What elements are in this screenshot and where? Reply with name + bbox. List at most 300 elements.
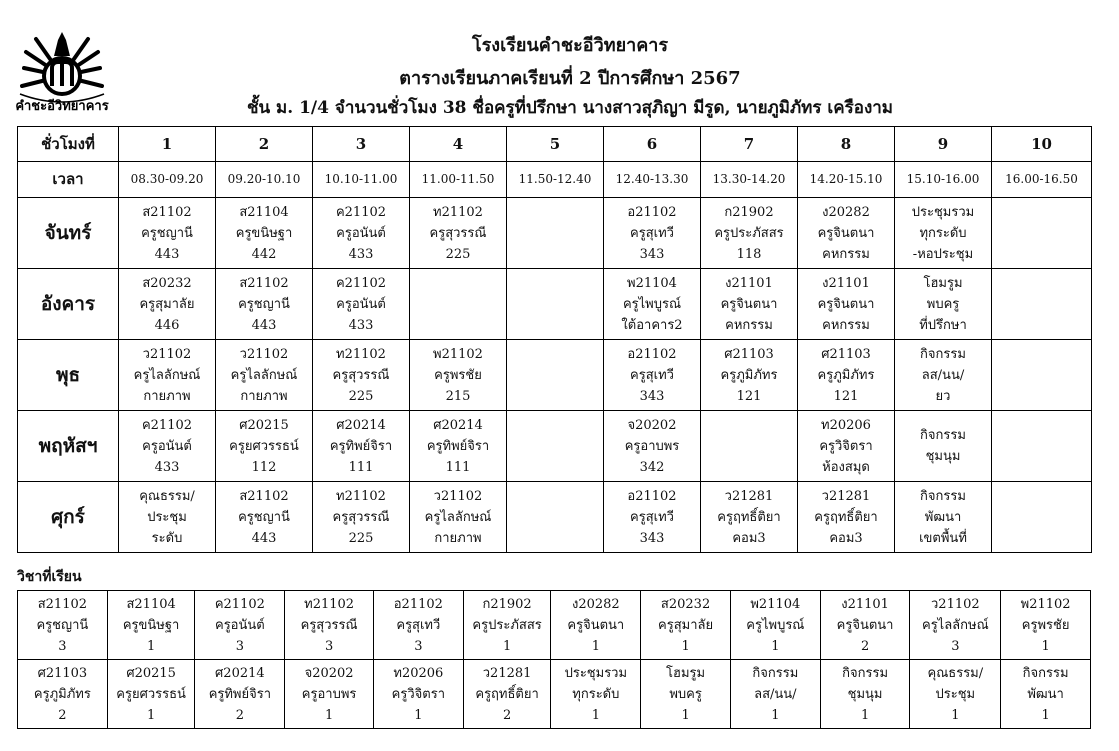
cell-line: คอม3 <box>732 530 766 546</box>
cell-line: 1 <box>324 707 334 723</box>
cell-line: 1 <box>951 707 960 723</box>
cell-line: ศ21103 <box>724 346 774 362</box>
day-row <box>18 269 1092 340</box>
schedule-cell <box>798 411 895 482</box>
cell-line: จ20202 <box>304 665 354 681</box>
cell-line: ส20232 <box>142 275 192 291</box>
cell-line: ประชุม <box>147 509 187 525</box>
school-name: โรงเรียนคำชะอีวิทยาคาร <box>471 35 669 56</box>
subjects-label: วิชาที่เรียน <box>17 569 82 585</box>
cell-line: 1 <box>591 707 600 723</box>
day-row <box>18 340 1092 411</box>
cell-line: 343 <box>639 388 665 404</box>
cell-line: ว21281 <box>821 488 871 504</box>
cell-line: ค21102 <box>141 417 193 433</box>
cell-line: ครูสุเทวี <box>396 617 441 633</box>
schedule-cell <box>604 198 701 269</box>
cell-line: ครูอาบพร <box>624 438 680 454</box>
cell-line: ง20282 <box>822 204 870 220</box>
time-label: เวลา <box>18 162 119 198</box>
schedule-cell <box>119 340 216 411</box>
schedule-cell <box>992 340 1092 411</box>
time-slot: 15.10-16.00 <box>895 162 992 198</box>
cell-line: ครูชญานี <box>238 296 290 312</box>
cell-line: อ21102 <box>627 346 677 362</box>
subjects-row <box>18 591 1091 660</box>
cell-line: ครูจินตนา <box>567 617 625 633</box>
cell-line: โฮมรูม <box>666 665 706 681</box>
cell-line: พ21102 <box>433 346 483 362</box>
cell-line: 1 <box>591 638 600 654</box>
cell-line: ศ20214 <box>215 665 265 681</box>
schedule-cell <box>992 482 1092 553</box>
day-name: พุธ <box>18 340 119 411</box>
cell-line: 1 <box>771 638 780 654</box>
cell-line: คหกรรม <box>822 246 870 262</box>
time-slot: 14.20-15.10 <box>798 162 895 198</box>
cell-line: ค21102 <box>214 596 265 612</box>
time-slot: 16.00-16.50 <box>992 162 1092 198</box>
cell-line: ท21102 <box>336 488 386 504</box>
subjects-table <box>17 590 1091 729</box>
cell-line: กิจกรรม <box>920 346 966 362</box>
cell-line: ครูไลลักษณ์ <box>230 367 298 383</box>
cell-line: ครูอนันต์ <box>336 225 386 241</box>
subject-cell <box>373 660 463 729</box>
time-slot: 08.30-09.20 <box>119 162 216 198</box>
cell-line: พ21104 <box>627 275 677 291</box>
cell-line: พ21102 <box>1020 596 1071 612</box>
cell-line: จ20202 <box>627 417 677 433</box>
day-row <box>18 198 1092 269</box>
cell-line: ลส/นน/ <box>754 686 797 702</box>
cell-line: 342 <box>639 459 665 475</box>
cell-line: คุณธรรม/ <box>139 488 195 504</box>
schedule-cell <box>410 411 507 482</box>
cell-line: ครูสุมาลัย <box>139 296 195 312</box>
schedule-cell <box>895 198 992 269</box>
cell-line: กายภาพ <box>143 388 191 404</box>
cell-line: 1 <box>502 638 512 654</box>
cell-line: 3 <box>58 638 67 654</box>
cell-line: ครูฤทธิ์ติยา <box>717 509 781 525</box>
schedule-cell <box>798 340 895 411</box>
cell-line: ว21281 <box>482 665 532 681</box>
schedule-cell <box>992 411 1092 482</box>
subject-cell <box>285 591 374 660</box>
schedule-cell <box>216 198 313 269</box>
cell-line: 1 <box>146 638 156 654</box>
cell-line: 1 <box>1041 638 1050 654</box>
logo-text: คำชะอีวิทยาคาร <box>15 99 109 114</box>
cell-line: ยว <box>935 388 951 404</box>
schedule-cell <box>701 411 798 482</box>
cell-line: ครูฤทธิ์ติยา <box>475 686 539 702</box>
subject-cell <box>18 660 108 729</box>
cell-line: ครูประภัสสร <box>714 225 784 241</box>
schedule-cell <box>313 340 410 411</box>
cell-line: 1 <box>681 638 690 654</box>
cell-line: ค21102 <box>335 204 387 220</box>
subject-cell <box>730 591 820 660</box>
cell-line: 433 <box>348 317 374 333</box>
subject-cell <box>285 660 374 729</box>
cell-line: ที่ปรึกษา <box>919 317 967 333</box>
cell-line: อ21102 <box>627 488 677 504</box>
cell-line: ทุกระดับ <box>572 686 620 702</box>
cell-line: ท21102 <box>304 596 355 612</box>
cell-line: 446 <box>154 317 180 333</box>
cell-line: ประชุม <box>935 686 976 702</box>
cell-line: ศ20214 <box>433 417 483 433</box>
schedule-cell <box>604 482 701 553</box>
cell-line: ครูสุวรรณี <box>429 225 487 241</box>
cell-line: ก21902 <box>724 204 774 220</box>
cell-line: 343 <box>639 246 665 262</box>
cell-line: ว21281 <box>724 488 774 504</box>
schedule-cell <box>313 411 410 482</box>
time-slot: 09.20-10.10 <box>216 162 313 198</box>
cell-line: 343 <box>639 530 665 546</box>
cell-line: 112 <box>251 459 277 475</box>
cell-line: 1 <box>414 707 423 723</box>
schedule-cell <box>119 482 216 553</box>
schedule-cell <box>604 269 701 340</box>
cell-line: ครูสุเทวี <box>630 367 674 383</box>
cell-line: ครูทิพย์จิรา <box>329 438 393 454</box>
cell-line: ระดับ <box>151 530 183 546</box>
timetable <box>17 126 1092 553</box>
subject-cell <box>107 591 195 660</box>
cell-line: ว21102 <box>142 346 192 362</box>
cell-line: 111 <box>348 459 374 475</box>
subject-cell <box>910 591 1001 660</box>
cell-line: 215 <box>445 388 471 404</box>
cell-line: เขตพื้นที่ <box>919 530 967 546</box>
schedule-cell <box>701 340 798 411</box>
subject-cell <box>641 660 731 729</box>
subject-cell <box>373 591 463 660</box>
subject-cell <box>820 591 910 660</box>
schedule-cell <box>313 198 410 269</box>
schedule-cell <box>507 482 604 553</box>
schedule-cell <box>798 198 895 269</box>
time-slot: 13.30-14.20 <box>701 162 798 198</box>
cell-line: ครูยศวรรธน์ <box>229 438 299 454</box>
cell-line: 2 <box>58 707 67 723</box>
cell-line: ศ21103 <box>37 665 88 681</box>
cell-line: กิจกรรม <box>1022 665 1069 681</box>
cell-line: 225 <box>445 246 471 262</box>
cell-line: ครูขนิษฐา <box>122 617 180 633</box>
cell-line: 443 <box>154 246 180 262</box>
subject-cell <box>18 591 108 660</box>
schedule-cell <box>604 340 701 411</box>
cell-line: พบครู <box>669 686 702 702</box>
cell-line: ศ21103 <box>821 346 871 362</box>
period-number: 4 <box>410 127 507 162</box>
cell-line: ส21102 <box>239 488 289 504</box>
subject-cell <box>910 660 1001 729</box>
subject-cell <box>1001 591 1091 660</box>
cell-line: ครูพรชัย <box>434 367 482 383</box>
subject-cell <box>195 591 285 660</box>
cell-line: 3 <box>324 638 334 654</box>
subject-cell <box>463 591 551 660</box>
day-name: พฤหัสฯ <box>18 411 119 482</box>
cell-line: คหกรรม <box>822 317 870 333</box>
cell-line: อ21102 <box>393 596 443 612</box>
cell-line: ง20282 <box>571 596 620 612</box>
cell-line: ครูสุมาลัย <box>658 617 714 633</box>
cell-line: 1 <box>1041 707 1050 723</box>
cell-line: ประชุมรวม <box>564 665 628 681</box>
cell-line: ค21102 <box>335 275 387 291</box>
cell-line: โฮมรูม <box>923 275 963 291</box>
cell-line: ครูสุวรรณี <box>332 367 390 383</box>
schedule-cell <box>313 482 410 553</box>
cell-line: ว21102 <box>239 346 289 362</box>
schedule-cell <box>507 340 604 411</box>
cell-line: กิจกรรม <box>920 488 966 504</box>
cell-line: 3 <box>235 638 244 654</box>
cell-line: ครูประภัสสร <box>472 617 542 633</box>
schedule-cell <box>119 411 216 482</box>
schedule-cell <box>216 269 313 340</box>
day-row <box>18 411 1092 482</box>
cell-line: ท21102 <box>336 346 386 362</box>
day-row <box>18 482 1092 553</box>
cell-line: ห้องสมุด <box>822 459 870 475</box>
cell-line: ครูชญานี <box>141 225 193 241</box>
period-label: ชั่วโมงที่ <box>18 127 119 162</box>
logo-crown <box>54 32 70 56</box>
schedule-cell <box>410 269 507 340</box>
cell-line: ครูสุเทวี <box>630 509 674 525</box>
schedule-cell <box>410 482 507 553</box>
schedule-cell <box>216 340 313 411</box>
schedule-cell <box>216 482 313 553</box>
cell-line: พบครู <box>926 296 960 312</box>
cell-line: คุณธรรม/ <box>927 665 984 681</box>
cell-line: ง21101 <box>822 275 870 291</box>
schedule-cell <box>410 198 507 269</box>
cell-line: 1 <box>860 707 870 723</box>
cell-line: ก21902 <box>482 596 532 612</box>
cell-line: ส21102 <box>142 204 192 220</box>
subject-cell <box>107 660 195 729</box>
cell-line: คหกรรม <box>725 317 773 333</box>
time-slot: 11.00-11.50 <box>410 162 507 198</box>
cell-line: 1 <box>681 707 690 723</box>
cell-line: กายภาพ <box>434 530 482 546</box>
cell-line: ทุกระดับ <box>919 225 967 241</box>
schedule-cell <box>701 198 798 269</box>
period-number: 5 <box>507 127 604 162</box>
period-number: 2 <box>216 127 313 162</box>
cell-line: 443 <box>251 530 277 546</box>
cell-line: ส21102 <box>37 596 88 612</box>
schedule-cell <box>313 269 410 340</box>
cell-line: ครูยศวรรธน์ <box>116 686 186 702</box>
cell-line: ครูพรชัย <box>1021 617 1070 633</box>
cell-line: 433 <box>154 459 180 475</box>
cell-line: ส21104 <box>126 596 176 612</box>
cell-line: ครูสุวรรณี <box>300 617 358 633</box>
cell-line: ครูจินตนา <box>720 296 778 312</box>
subject-cell <box>195 660 285 729</box>
cell-line: กิจกรรม <box>842 665 889 681</box>
cell-line: ครูไพบูรณ์ <box>746 617 805 633</box>
cell-line: กายภาพ <box>240 388 288 404</box>
subject-cell <box>1001 660 1091 729</box>
schedule-cell <box>604 411 701 482</box>
cell-line: กิจกรรม <box>920 428 966 443</box>
schedule-cell <box>895 269 992 340</box>
cell-line: ครูอาบพร <box>301 686 357 702</box>
schedule-cell <box>507 411 604 482</box>
subject-cell <box>551 660 641 729</box>
schedule-cell <box>410 340 507 411</box>
cell-line: ศ20215 <box>239 417 289 433</box>
cell-line: 443 <box>251 317 277 333</box>
cell-line: 225 <box>348 530 374 546</box>
cell-line: ส21104 <box>239 204 289 220</box>
cell-line: ว21102 <box>931 596 980 612</box>
cell-line: ใต้อาคาร2 <box>621 317 683 333</box>
cell-line: 2 <box>502 707 512 723</box>
cell-line: 1 <box>146 707 156 723</box>
subject-cell <box>820 660 910 729</box>
schedule-cell <box>798 269 895 340</box>
school-logo <box>14 26 110 118</box>
cell-line: ง21101 <box>841 596 889 612</box>
time-slot: 11.50-12.40 <box>507 162 604 198</box>
cell-line: พัฒนา <box>924 509 962 525</box>
cell-line: ส21102 <box>239 275 289 291</box>
cell-line: พ21104 <box>750 596 801 612</box>
cell-line: ศ20214 <box>336 417 386 433</box>
cell-line: ท21102 <box>433 204 483 220</box>
day-name: ศุกร์ <box>18 482 119 553</box>
day-name: จันทร์ <box>18 198 119 269</box>
cell-line: 3 <box>414 638 423 654</box>
cell-line: ครูไลลักษณ์ <box>133 367 201 383</box>
subject-cell <box>551 591 641 660</box>
cell-line: ครูจินตนา <box>817 296 875 312</box>
schedule-cell <box>507 198 604 269</box>
schedule-cell <box>216 411 313 482</box>
cell-line: ครูชญานี <box>238 509 290 525</box>
cell-line: 3 <box>951 638 960 654</box>
schedule-cell <box>119 269 216 340</box>
cell-line: คอม3 <box>829 530 863 546</box>
cell-line: อ21102 <box>627 204 677 220</box>
period-number: 3 <box>313 127 410 162</box>
cell-line: ครูวิจิตรา <box>391 686 445 702</box>
cell-line: ประชุมรวม <box>911 204 975 220</box>
schedule-cell <box>992 269 1092 340</box>
cell-line: ครูอนันต์ <box>336 296 386 312</box>
cell-line: ท20206 <box>393 665 444 681</box>
subject-cell <box>463 660 551 729</box>
cell-line: ศ20215 <box>126 665 176 681</box>
cell-line: 118 <box>736 246 762 262</box>
schedule-cell <box>798 482 895 553</box>
cell-line: 1 <box>771 707 780 723</box>
cell-line: 442 <box>251 246 277 262</box>
time-slot: 10.10-11.00 <box>313 162 410 198</box>
period-number: 9 <box>895 127 992 162</box>
schedule-cell <box>895 482 992 553</box>
schedule-cell <box>701 269 798 340</box>
cell-line: ครูอนันต์ <box>142 438 192 454</box>
cell-line: ครูจินตนา <box>836 617 894 633</box>
time-slot: 12.40-13.30 <box>604 162 701 198</box>
schedule-cell <box>701 482 798 553</box>
cell-line: 2 <box>860 638 870 654</box>
period-number: 7 <box>701 127 798 162</box>
subjects-row <box>18 660 1091 729</box>
schedule-cell <box>895 340 992 411</box>
cell-line: ครูภูมิภัทร <box>817 367 875 383</box>
cell-line: ชุมนุม <box>847 686 883 702</box>
cell-line: ครูจินตนา <box>817 225 875 241</box>
cell-line: ครูทิพย์จิรา <box>208 686 272 702</box>
cell-line: ครูไลลักษณ์ <box>424 509 492 525</box>
schedule-cell <box>119 198 216 269</box>
cell-line: พัฒนา <box>1027 686 1064 702</box>
cell-line: ครูภูมิภัทร <box>720 367 778 383</box>
cell-line: 111 <box>445 459 471 475</box>
schedule-subtitle: ตารางเรียนภาคเรียนที่ 2 ปีการศึกษา 2567 <box>399 68 741 89</box>
period-number: 6 <box>604 127 701 162</box>
cell-line: ลส/นน/ <box>921 367 965 383</box>
period-number: 1 <box>119 127 216 162</box>
cell-line: 121 <box>833 388 859 404</box>
cell-line: 225 <box>348 388 374 404</box>
cell-line: ครูไลลักษณ์ <box>922 617 989 633</box>
cell-line: ครูอนันต์ <box>215 617 265 633</box>
cell-line: 121 <box>736 388 762 404</box>
cell-line: ครูวิจิตรา <box>819 438 873 454</box>
cell-line: ครูภูมิภัทร <box>33 686 91 702</box>
cell-line: ครูชญานี <box>36 617 89 633</box>
cell-line: ชุมนุม <box>925 449 961 464</box>
cell-line: ครูขนิษฐา <box>235 225 293 241</box>
period-number: 10 <box>992 127 1092 162</box>
cell-line: ครูไพบูรณ์ <box>622 296 682 312</box>
cell-line: ส20232 <box>660 596 711 612</box>
cell-line: ง21101 <box>725 275 773 291</box>
schedule-cell <box>895 411 992 482</box>
cell-line: ครูทิพย์จิรา <box>426 438 490 454</box>
subject-cell <box>641 591 731 660</box>
cell-line: ครูฤทธิ์ติยา <box>814 509 878 525</box>
cell-line: ท20206 <box>821 417 871 433</box>
cell-line: ครูสุเทวี <box>630 225 674 241</box>
cell-line: 2 <box>235 707 244 723</box>
cell-line: ครูสุวรรณี <box>332 509 390 525</box>
cell-line: -หอประชุม <box>912 246 974 262</box>
cell-line: 433 <box>348 246 374 262</box>
period-number: 8 <box>798 127 895 162</box>
class-info: ชั้น ม. 1/4 จำนวนชั่วโมง 38 ชื่อครูที่ปรึกษา นางสาวสุภิญา มีรูด, นายภูมิภัทร เครืองาม <box>246 98 894 118</box>
day-name: อังคาร <box>18 269 119 340</box>
schedule-cell <box>992 198 1092 269</box>
cell-line: กิจกรรม <box>752 665 799 681</box>
schedule-cell <box>507 269 604 340</box>
